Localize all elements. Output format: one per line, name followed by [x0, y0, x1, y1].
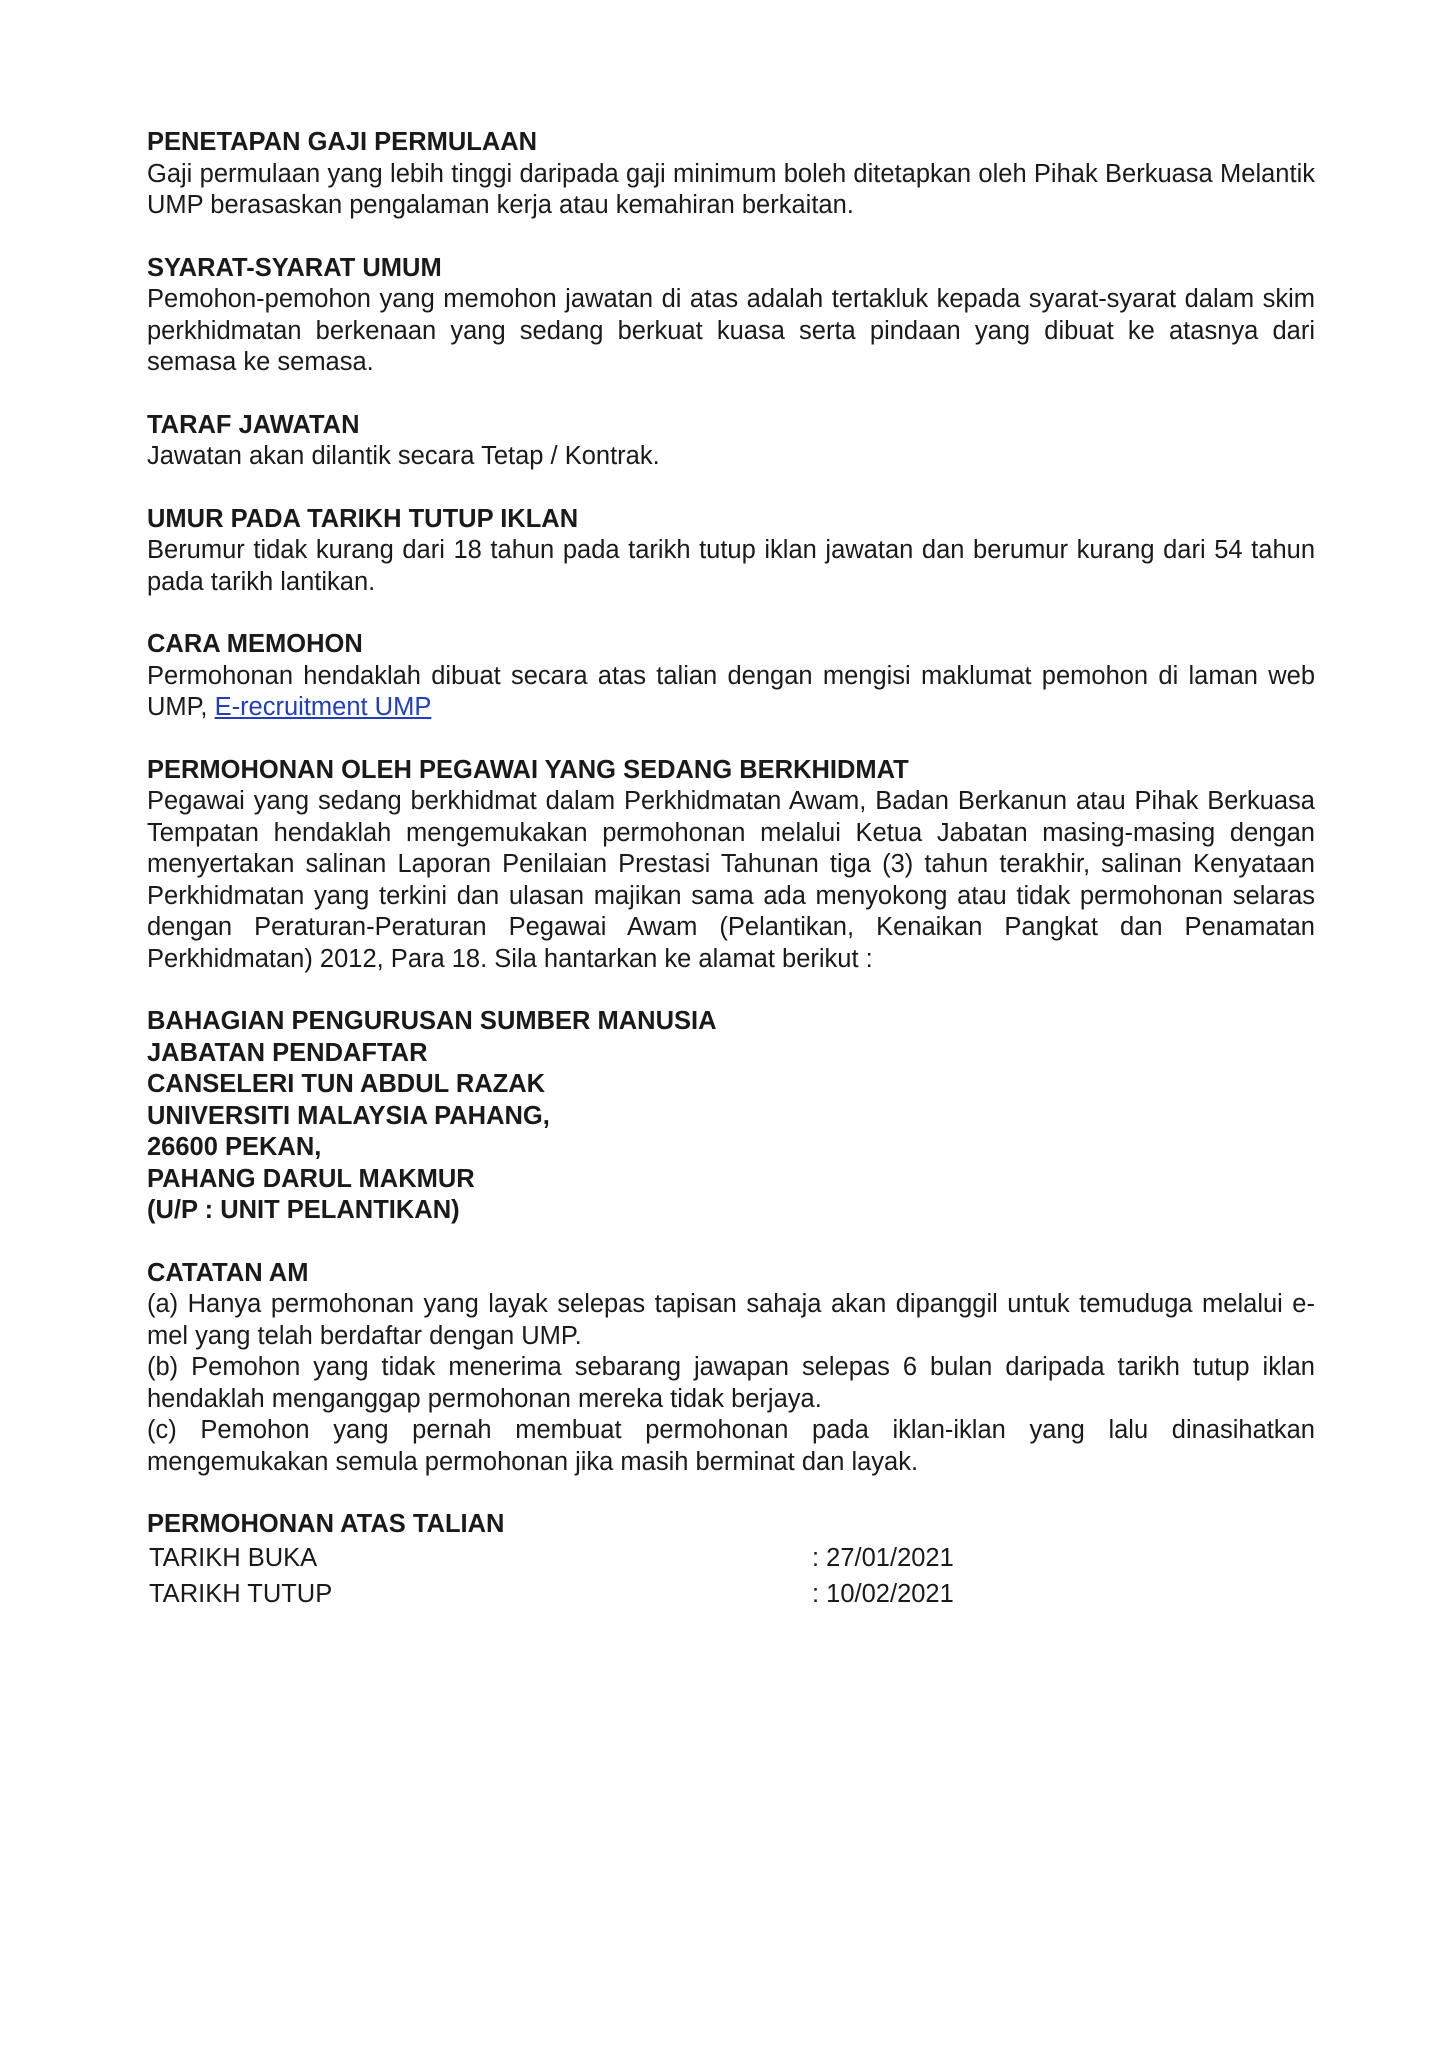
note-item-b: (b) Pemohon yang tidak menerima sebarang jawapan selepas 6 bulan daripada tarikh tutup iklan hendaklah menganggap permohonan mereka tidak berjaya.: [147, 1353, 1315, 1413]
para-umur: Berumur tidak kurang dari 18 tahun pada tarikh tutup iklan jawatan dan berumur kurang dari 54 tahun pada tarikh lantikan.: [147, 536, 1315, 596]
address-line: PAHANG DARUL MAKMUR: [147, 1164, 475, 1193]
address-line: BAHAGIAN PENGURUSAN SUMBER MANUSIA: [147, 1007, 717, 1035]
section-taraf-jawatan: [147, 410, 1315, 473]
address-line: 26600 PEKAN,: [147, 1133, 322, 1161]
note-item-c: (c) Pemohon yang pernah membuat permohonan pada iklan-iklan yang lalu dinasihatkan mengemukakan semula permohonan jika masih berminat dan layak.: [147, 1416, 1315, 1476]
para-taraf-jawatan: Jawatan akan dilantik secara Tetap / Kontrak.: [147, 442, 660, 470]
heading-taraf-jawatan: TARAF JAWATAN: [147, 410, 360, 439]
heading-penetapan-gaji: PENETAPAN GAJI PERMULAAN: [147, 128, 538, 156]
heading-permohonan-pegawai: PERMOHONAN OLEH PEGAWAI YANG SEDANG BERKHIDMAT: [147, 755, 909, 784]
date-row-tutup: [147, 1577, 1315, 1613]
section-umur: [147, 504, 1315, 599]
heading-syarat-umum: SYARAT-SYARAT UMUM: [147, 253, 442, 282]
e-recruitment-link[interactable]: E-recruitment UMP: [214, 693, 432, 721]
date-label-tutup: TARIKH TUTUP: [149, 1579, 333, 1608]
date-value-tutup: : 10/02/2021: [812, 1579, 954, 1608]
dates-table: [147, 1541, 1315, 1613]
heading-catatan-am: CATATAN AM: [147, 1258, 309, 1287]
section-catatan-am: [147, 1258, 1315, 1479]
heading-umur: UMUR PADA TARIKH TUTUP IKLAN: [147, 504, 579, 533]
address-line: (U/P : UNIT PELANTIKAN): [147, 1196, 460, 1224]
para-permohonan-pegawai: Pegawai yang sedang berkhidmat dalam Perkhidmatan Awam, Badan Berkanun atau Pihak Berkuasa Tempatan hendaklah mengemukakan permohonan melalui Ketua Jabatan masing-masing dengan menyertakan salinan Laporan Penilaian Prestasi Tahunan tiga (3) tahun terakhir, salinan Kenyataan Perkhidmatan yang terkini dan ulasan majikan sama ada menyokong atau tidak permohonan selaras dengan Peraturan-Peraturan Pegawai Awam (Pelantikan, Kenaikan Pangkat dan Penamatan Perkhidmatan) 2012, Para 18. Sila hantarkan ke alamat berikut :: [147, 787, 1315, 973]
date-label-buka: TARIKH BUKA: [149, 1543, 318, 1572]
section-cara-memohon: [147, 629, 1315, 724]
para-cara-memohon: [147, 661, 1315, 724]
address-line: UNIVERSITI MALAYSIA PAHANG,: [147, 1101, 550, 1130]
section-permohonan-atas-talian: [147, 1509, 1315, 1613]
para-syarat-umum: Pemohon-pemohon yang memohon jawatan di atas adalah tertakluk kepada syarat-syarat dalam skim perkhidmatan berkenaan yang sedang berkuat kuasa serta pindaan yang dibuat ke atasnya dari semasa ke semasa.: [147, 285, 1315, 376]
address-line: JABATAN PENDAFTAR: [147, 1038, 428, 1067]
note-item-a: (a) Hanya permohonan yang layak selepas tapisan sahaja akan dipanggil untuk temuduga melalui e-mel yang telah berdaftar dengan UMP.: [147, 1290, 1315, 1350]
section-permohonan-pegawai: [147, 755, 1315, 976]
cara-memohon-text: Permohonan hendaklah dibuat secara atas talian dengan mengisi maklumat pemohon di laman web UMP,: [147, 661, 1315, 721]
mailing-address: [147, 1006, 1315, 1227]
section-penetapan-gaji: [147, 127, 1315, 222]
address-line: CANSELERI TUN ABDUL RAZAK: [147, 1070, 546, 1098]
date-value-buka: : 27/01/2021: [812, 1543, 954, 1572]
para-penetapan-gaji: Gaji permulaan yang lebih tinggi daripada gaji minimum boleh ditetapkan oleh Pihak Berkuasa Melantik UMP berasaskan pengalaman kerja atau kemahiran berkaitan.: [147, 159, 1315, 219]
date-row-buka: [147, 1541, 1315, 1577]
document-page: [147, 127, 1315, 1644]
heading-permohonan-atas-talian: PERMOHONAN ATAS TALIAN: [147, 1510, 505, 1538]
heading-cara-memohon: CARA MEMOHON: [147, 630, 363, 658]
section-syarat-umum: [147, 253, 1315, 379]
